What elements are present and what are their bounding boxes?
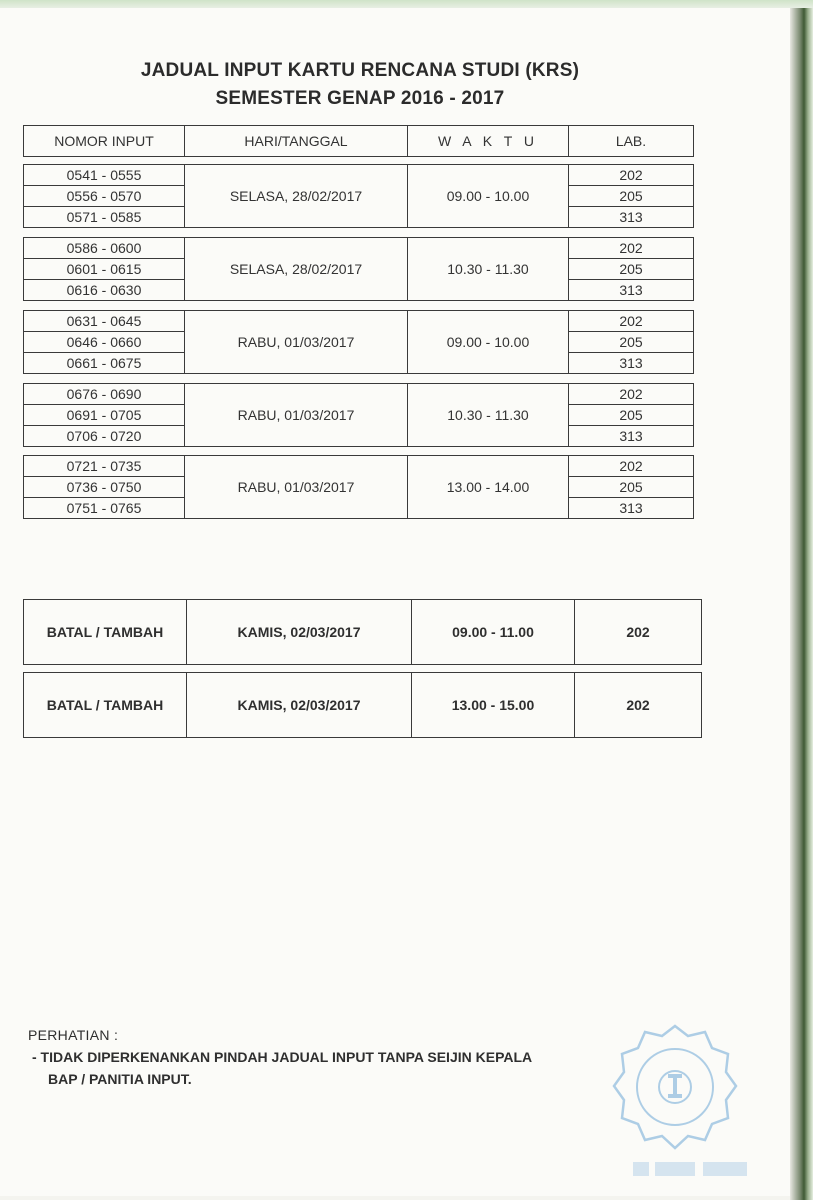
document-title: JADUAL INPUT KARTU RENCANA STUDI (KRS) — [140, 60, 580, 81]
lab-cell: 205 — [569, 332, 694, 353]
nomor-input-cell: 0586 - 0600 — [24, 238, 185, 259]
lab-cell: 202 — [569, 165, 694, 186]
schedule-group — [23, 164, 694, 228]
lab-cell: 313 — [569, 498, 694, 519]
schedule-group — [23, 237, 694, 301]
nomor-input-cell: 0721 - 0735 — [24, 456, 185, 477]
hari-tanggal-cell: SELASA, 28/02/2017 — [185, 238, 408, 301]
nomor-input-cell: 0556 - 0570 — [24, 186, 185, 207]
stamp-smudge — [633, 1158, 753, 1180]
lab-cell: 205 — [569, 477, 694, 498]
institution-seal-icon — [610, 1022, 740, 1152]
nomor-input-cell: 0646 - 0660 — [24, 332, 185, 353]
schedule-group — [23, 310, 694, 374]
bt-lab: 202 — [575, 673, 702, 738]
nomor-input-cell: 0661 - 0675 — [24, 353, 185, 374]
waktu-cell: 13.00 - 14.00 — [408, 456, 569, 519]
nomor-input-cell: 0601 - 0615 — [24, 259, 185, 280]
header-lab: LAB. — [569, 126, 694, 157]
document-subtitle: SEMESTER GENAP 2016 - 2017 — [215, 88, 505, 109]
lab-cell: 205 — [569, 186, 694, 207]
lab-cell: 205 — [569, 405, 694, 426]
lab-cell: 313 — [569, 353, 694, 374]
header-hari-tanggal: HARI/TANGGAL — [185, 126, 408, 157]
bt-time: 13.00 - 15.00 — [412, 673, 575, 738]
lab-cell: 202 — [569, 238, 694, 259]
schedule-group — [23, 455, 694, 519]
notice-line-2: BAP / PANITIA INPUT. — [48, 1071, 192, 1087]
table-row — [24, 384, 694, 405]
nomor-input-cell: 0541 - 0555 — [24, 165, 185, 186]
waktu-cell: 10.30 - 11.30 — [408, 384, 569, 447]
lab-cell: 313 — [569, 207, 694, 228]
waktu-cell: 09.00 - 10.00 — [408, 311, 569, 374]
hari-tanggal-cell: SELASA, 28/02/2017 — [185, 165, 408, 228]
bt-label: BATAL / TAMBAH — [24, 673, 187, 738]
table-row — [24, 165, 694, 186]
notice-heading: PERHATIAN : — [28, 1027, 119, 1043]
bt-lab: 202 — [575, 600, 702, 665]
waktu-cell: 10.30 - 11.30 — [408, 238, 569, 301]
table-row — [24, 311, 694, 332]
lab-cell: 202 — [569, 311, 694, 332]
bt-day: KAMIS, 02/03/2017 — [187, 673, 412, 738]
hari-tanggal-cell: RABU, 01/03/2017 — [185, 384, 408, 447]
batal-tambah-session-2 — [23, 672, 702, 738]
hari-tanggal-cell: RABU, 01/03/2017 — [185, 311, 408, 374]
header-nomor-input: NOMOR INPUT — [24, 126, 185, 157]
lab-cell: 202 — [569, 456, 694, 477]
nomor-input-cell: 0751 - 0765 — [24, 498, 185, 519]
nomor-input-cell: 0631 - 0645 — [24, 311, 185, 332]
scan-top-edge — [0, 0, 813, 8]
table-row — [24, 456, 694, 477]
nomor-input-cell: 0616 - 0630 — [24, 280, 185, 301]
table-row — [24, 238, 694, 259]
bt-time: 09.00 - 11.00 — [412, 600, 575, 665]
nomor-input-cell: 0706 - 0720 — [24, 426, 185, 447]
schedule-group — [23, 383, 694, 447]
header-waktu: W A K T U — [408, 126, 569, 157]
nomor-input-cell: 0736 - 0750 — [24, 477, 185, 498]
hari-tanggal-cell: RABU, 01/03/2017 — [185, 456, 408, 519]
waktu-cell: 09.00 - 10.00 — [408, 165, 569, 228]
nomor-input-cell: 0571 - 0585 — [24, 207, 185, 228]
lab-cell: 205 — [569, 259, 694, 280]
nomor-input-cell: 0691 - 0705 — [24, 405, 185, 426]
nomor-input-cell: 0676 - 0690 — [24, 384, 185, 405]
bt-day: KAMIS, 02/03/2017 — [187, 600, 412, 665]
batal-tambah-session-1 — [23, 599, 702, 665]
lab-cell: 313 — [569, 280, 694, 301]
lab-cell: 313 — [569, 426, 694, 447]
schedule-header — [23, 125, 694, 157]
scan-right-edge — [790, 8, 813, 1200]
lab-cell: 202 — [569, 384, 694, 405]
notice-line-1: - TIDAK DIPERKENANKAN PINDAH JADUAL INPUT TANPA SEIJIN KEPALA — [32, 1049, 533, 1065]
bt-label: BATAL / TAMBAH — [24, 600, 187, 665]
